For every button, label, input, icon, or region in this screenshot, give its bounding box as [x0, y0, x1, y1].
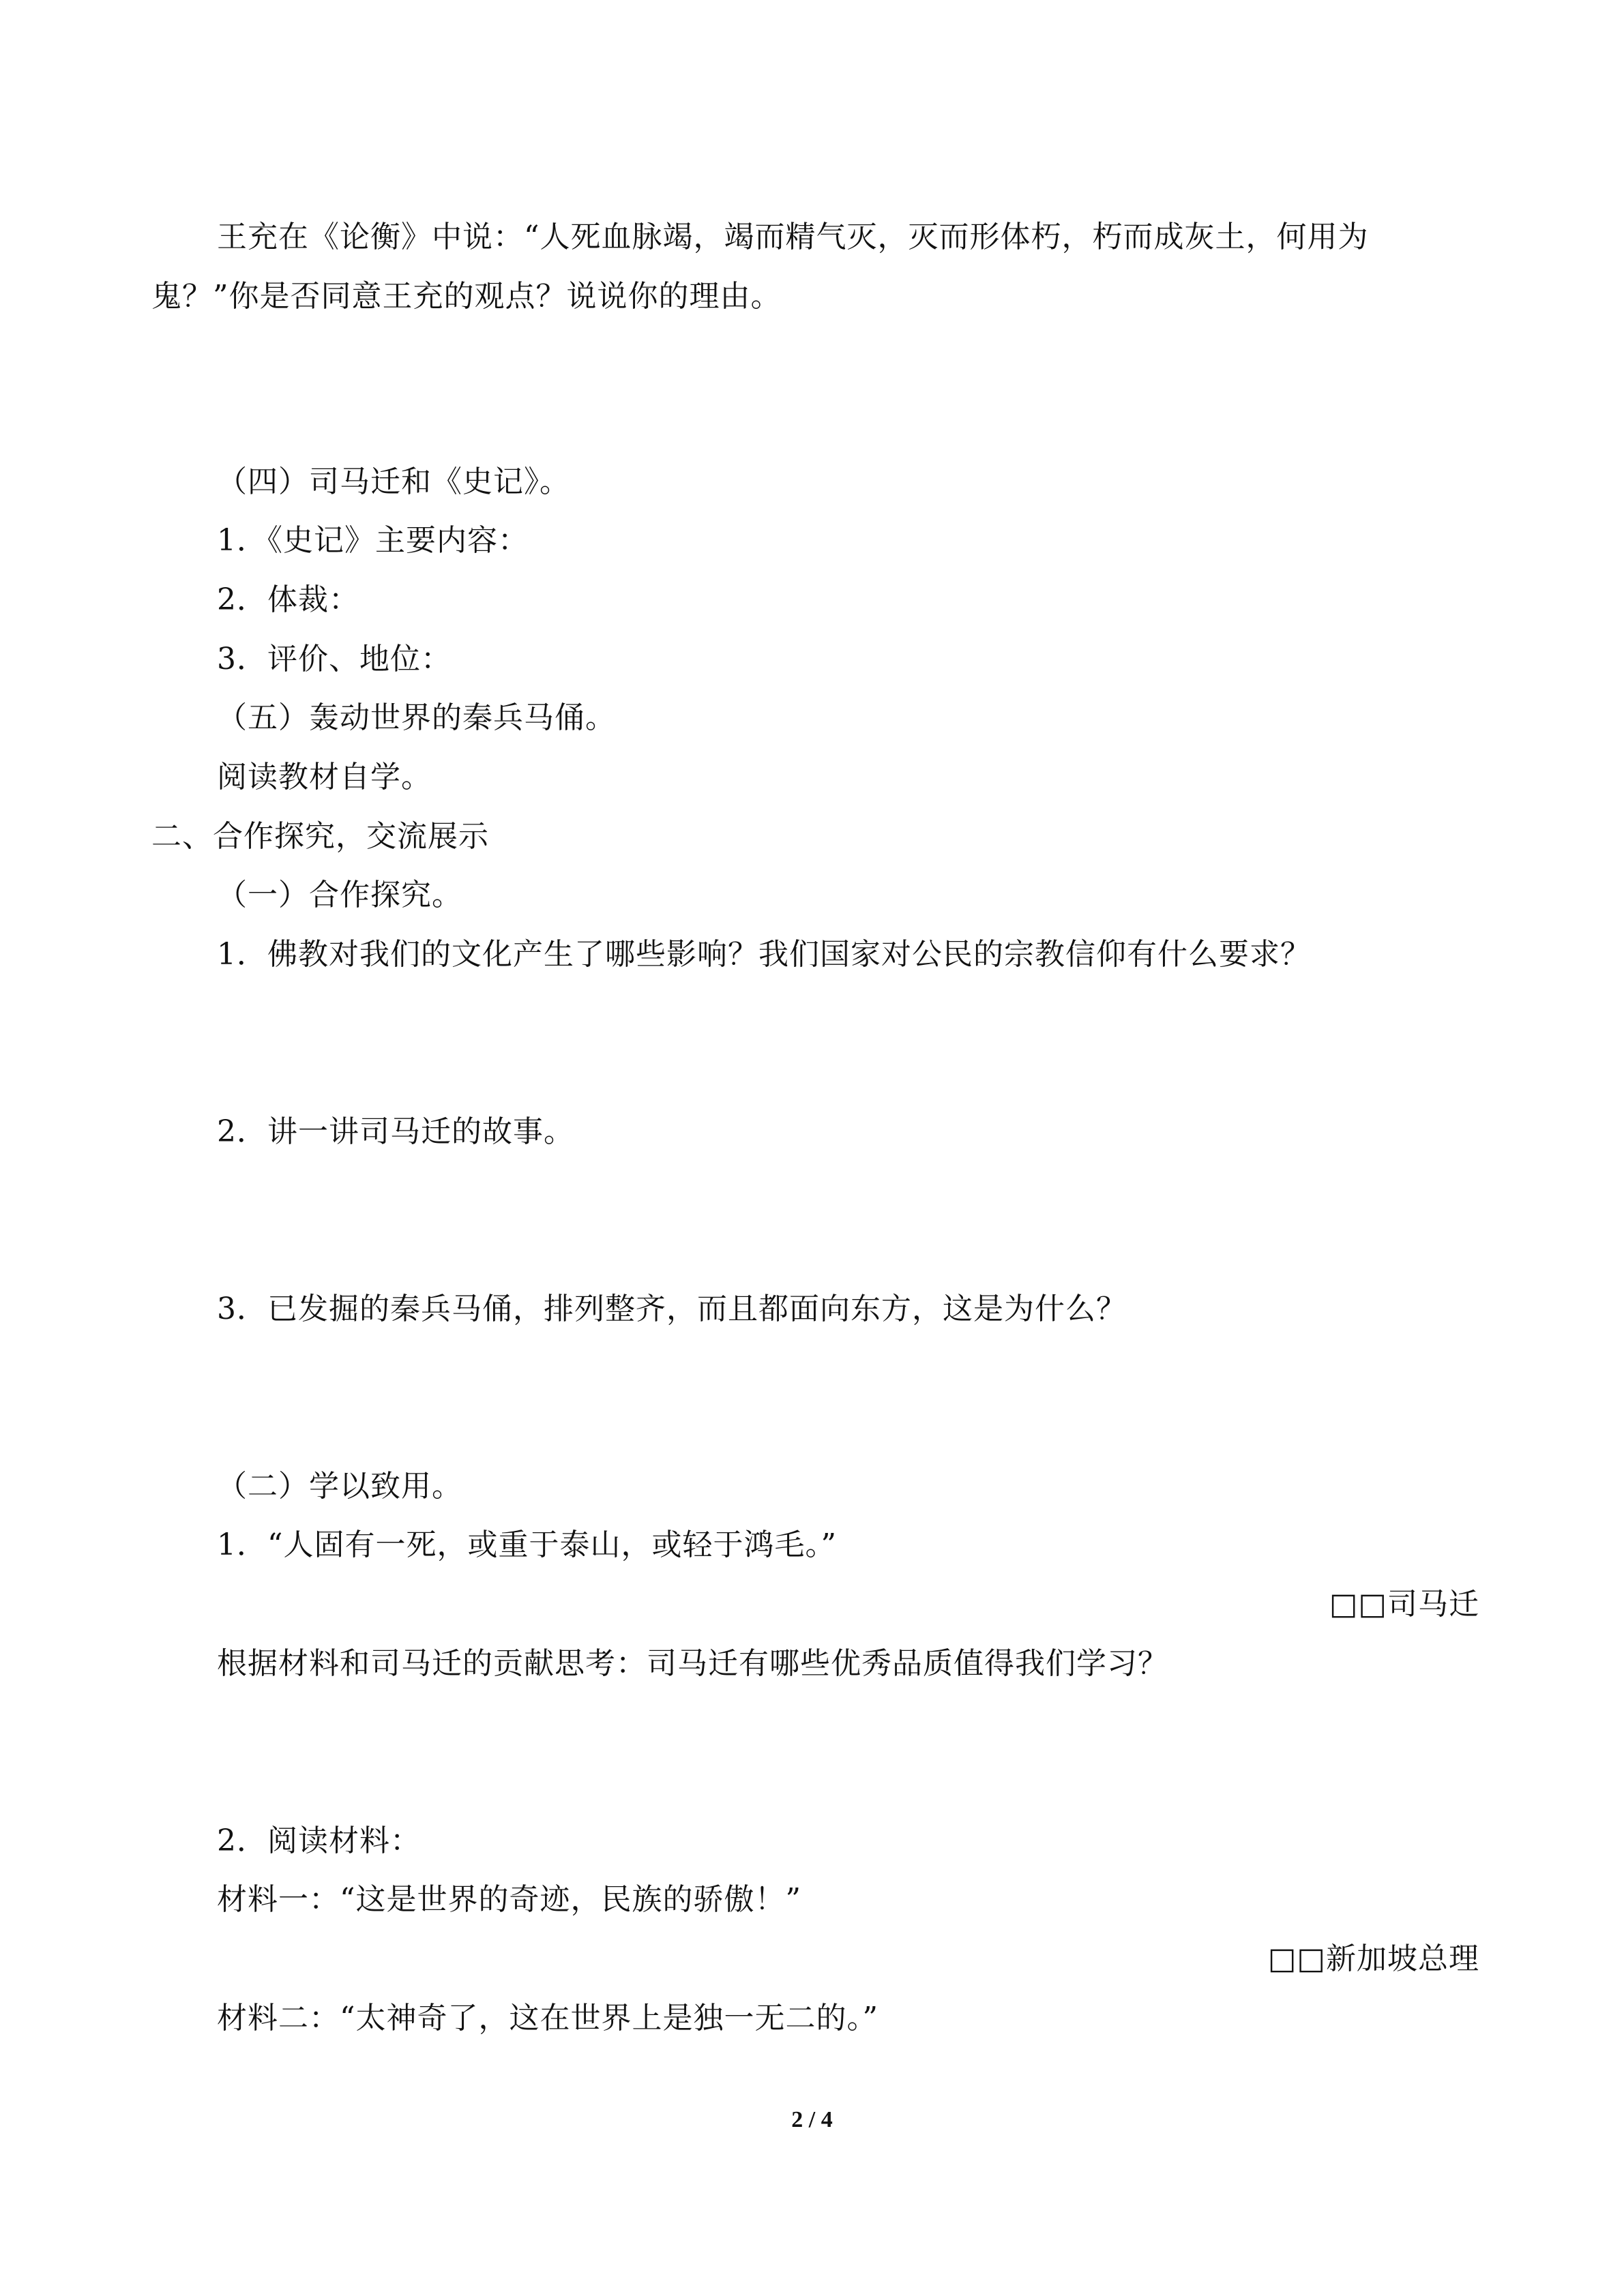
sub-1-question-3: 3．已发掘的秦兵马俑，排列整齐，而且都面向东方，这是为什么？: [217, 1292, 1127, 1326]
sub-2-q1-source: □□司马迁: [1329, 1587, 1479, 1622]
sub-2-heading: （二）学以致用。: [217, 1469, 462, 1504]
section-5-heading: （五）轰动世界的秦兵马俑。: [217, 700, 616, 735]
paragraph-wangchong-line1: 王充在《论衡》中说：“人死血脉竭，竭而精气灭，灭而形体朽，朽而成灰土，何用为: [217, 220, 1369, 254]
section-4-item3: 3．评价、地位：: [217, 642, 452, 676]
section-5-instruction: 阅读教材自学。: [217, 760, 432, 794]
sub-2-q1-question: 根据材料和司马迁的贡献思考：司马迁有哪些优秀品质值得我们学习？: [217, 1646, 1168, 1681]
sub-2-material-1-source: □□新加坡总理: [1267, 1941, 1479, 1976]
sub-1-question-2: 2．讲一讲司马迁的故事。: [217, 1114, 574, 1149]
section-4-item1: 1．《史记》主要内容：: [217, 523, 529, 558]
paragraph-wangchong-line2: 鬼？”你是否同意王充的观点？说说你的理由。: [151, 279, 782, 314]
sub-1-heading: （一）合作探究。: [217, 878, 462, 912]
section-4-item2: 2．体裁：: [217, 582, 359, 617]
sub-2-q1-quote: 1．“人固有一死，或重于泰山，或轻于鸿毛。”: [217, 1527, 837, 1562]
page-number: 2 / 4: [791, 2107, 833, 2132]
section-4-heading: （四）司马迁和《史记》。: [217, 464, 570, 499]
sub-1-question-1: 1．佛教对我们的文化产生了哪些影响？我们国家对公民的宗教信仰有什么要求？: [217, 937, 1311, 972]
sub-2-material-2: 材料二：“太神奇了，这在世界上是独一无二的。”: [217, 2001, 879, 2036]
sub-2-q2-intro: 2．阅读材料：: [217, 1823, 421, 1858]
part-2-heading: 二、合作探究，交流展示: [151, 819, 489, 854]
sub-2-material-1: 材料一：“这是世界的奇迹，民族的骄傲！”: [217, 1882, 801, 1917]
